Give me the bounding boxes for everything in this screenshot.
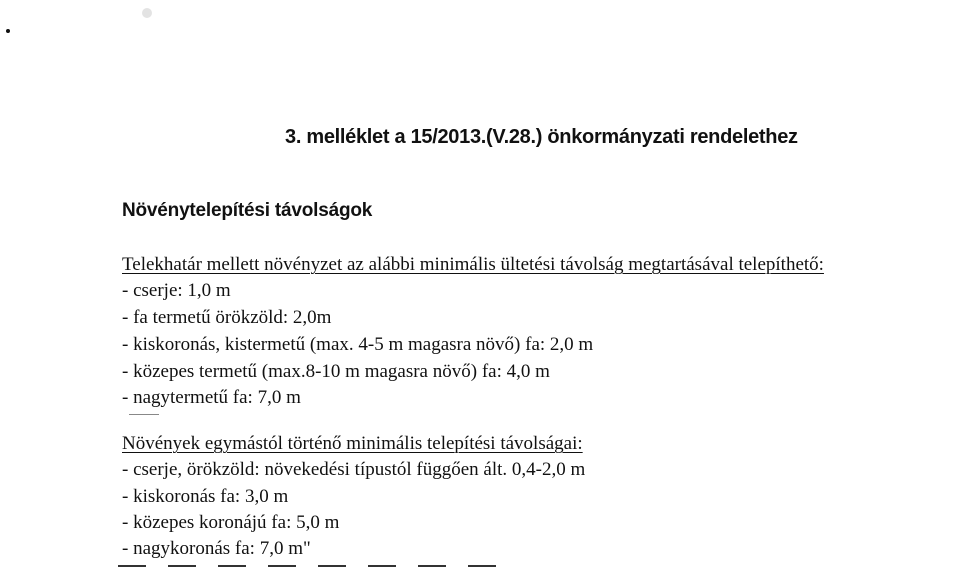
document-title: Növénytelepítési távolságok <box>122 200 373 221</box>
dashed-rule <box>118 565 498 567</box>
section2-item: - közepes koronájú fa: 5,0 m <box>122 512 340 533</box>
section2-item: - kiskoronás fa: 3,0 m <box>122 486 289 507</box>
section1-item: - közepes termetű (max.8-10 m magasra növő) fa: 4,0 m <box>122 361 550 382</box>
section2-heading: Növények egymástól történő minimális telepítési távolságai: <box>122 433 583 454</box>
scan-speck <box>6 29 10 33</box>
stray-rule <box>129 414 159 415</box>
section1-item: - kiskoronás, kistermetű (max. 4-5 m magasra növő) fa: 2,0 m <box>122 334 594 355</box>
section1-heading: Telekhatár mellett növényzet az alábbi minimális ültetési távolság megtartásával telepíthető: <box>122 254 824 275</box>
section1-item: - fa termetű örökzöld: 2,0m <box>122 307 332 328</box>
section1-item: - cserje: 1,0 m <box>122 280 231 301</box>
scan-smudge <box>142 8 152 18</box>
section1-item: - nagytermetű fa: 7,0 m <box>122 387 301 408</box>
annex-header: 3. melléklet a 15/2013.(V.28.) önkormányzati rendelethez <box>285 126 798 148</box>
section2-item: - cserje, örökzöld: növekedési típustól függően ált. 0,4-2,0 m <box>122 459 586 480</box>
section2-item: - nagykoronás fa: 7,0 m" <box>122 538 311 559</box>
